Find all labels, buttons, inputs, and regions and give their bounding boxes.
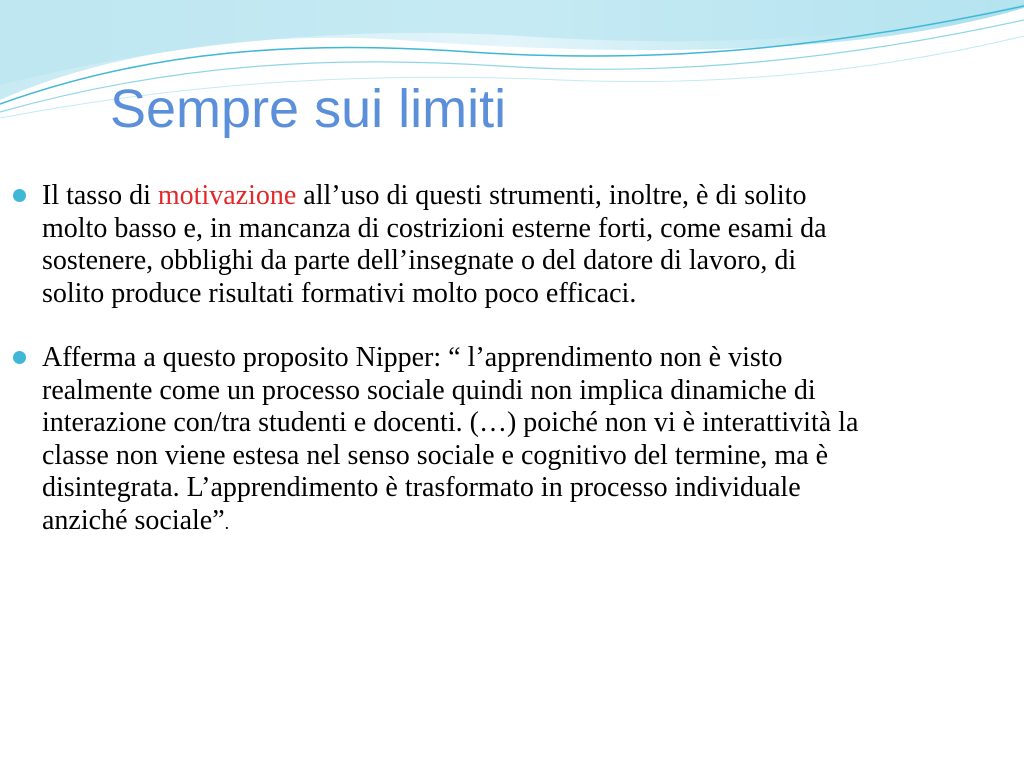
slide-title: Sempre sui limiti	[110, 79, 507, 139]
bullet-text-before: Il tasso di	[42, 180, 158, 211]
bullet-dot-icon	[13, 189, 26, 202]
bullet-text-after: all’uso di questi strumenti, inoltre, è di solito molto basso e, in mancanza di costrizioni esterne forti, come esami da sostenere, obblighi da parte dell’insegnate o del datore di lavoro, di solito produce risultati formativi molto poco efficaci.	[42, 180, 827, 309]
bullet-text-quote: Afferma a questo proposito Nipper: “ l’apprendimento non è visto realmente come un processo sociale quindi non implica dinamiche di interazione con/tra studenti e docenti. (…) poiché non vi è interattività la classe non viene estesa nel senso sociale e cognitivo del termine, ma è disintegrata. L’apprendimento è trasformato in processo individuale anziché sociale”	[42, 342, 859, 536]
bullet-item-motivation	[12, 180, 862, 310]
bullet-dot-icon	[13, 351, 26, 364]
highlight-word: motivazione	[157, 180, 297, 211]
bullet-text-end: .	[224, 512, 230, 533]
bullet-item-nipper-quote	[12, 342, 862, 539]
bullet-list	[12, 180, 862, 571]
